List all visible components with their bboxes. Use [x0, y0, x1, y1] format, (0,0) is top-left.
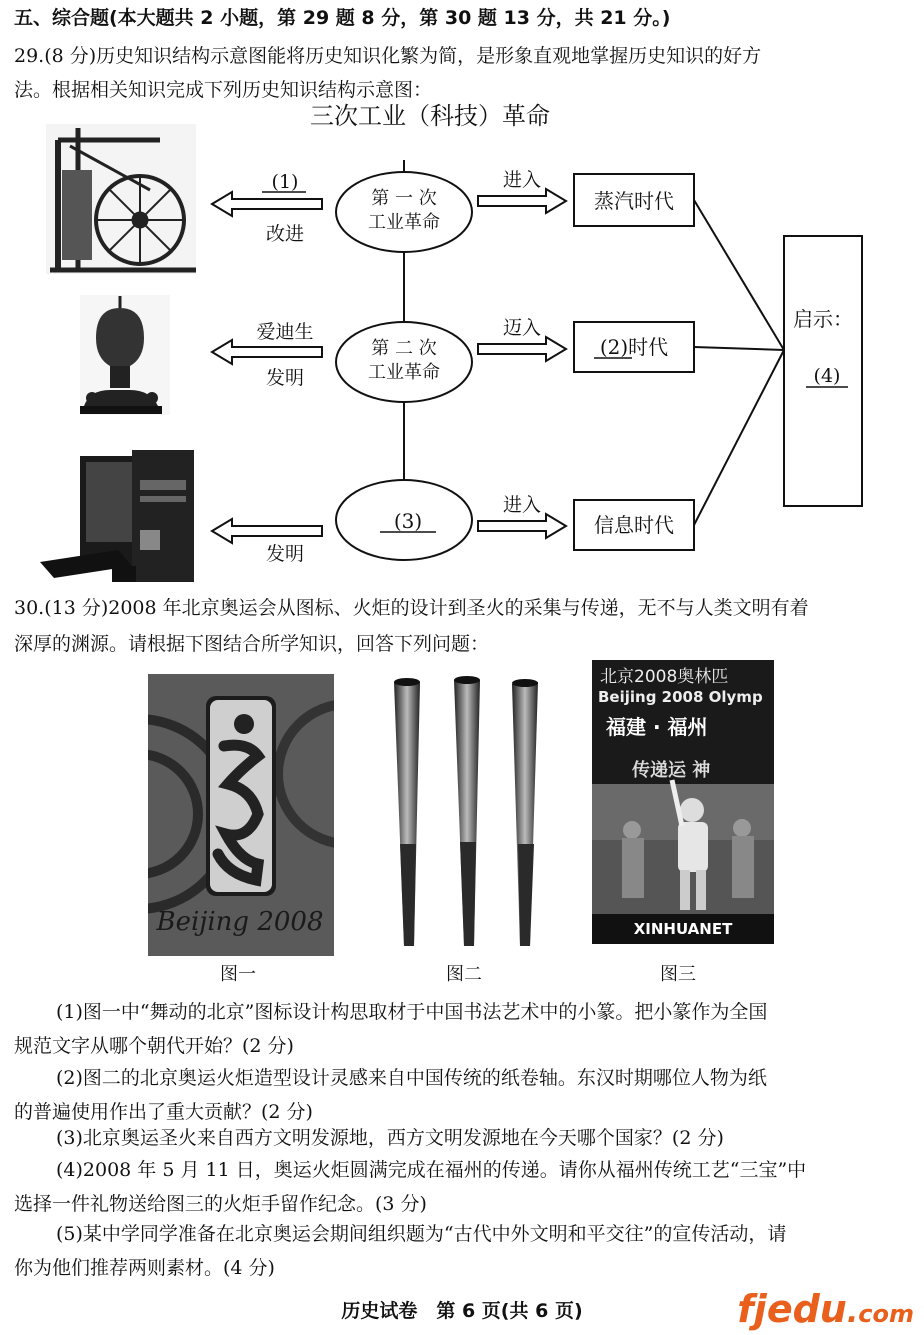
figure3-footer: XINHUANET	[633, 920, 733, 938]
section-heading: 五、综合题(本大题共 2 小题，第 29 题 8 分，第 30 题 13 分，共 21 分。)	[14, 7, 671, 29]
right-arrow2-label: 迈入	[502, 317, 542, 339]
torch-3	[512, 679, 538, 946]
figure2-svg	[380, 676, 550, 952]
q30-q4-line1: (4)2008 年 5 月 11 日，奥运火炬圆满完成在福州的传递。请你从福州传统工艺“三宝”中	[56, 1159, 807, 1181]
light-bulb-image	[80, 295, 170, 415]
insight-connectors	[694, 200, 784, 525]
q30-intro-line2: 深厚的渊源。请根据下图结合所学知识，回答下列问题：	[14, 633, 490, 655]
right-arrow-2	[478, 337, 566, 361]
figure1-text: Beijing 2008	[156, 907, 324, 937]
left-arrow3-bottom: 发明	[265, 543, 305, 565]
q29-intro-line1: 29.(8 分)历史知识结构示意图能将历史知识化繁为简，是形象直观地掌握历史知识的好方	[14, 45, 762, 67]
left-arrow1-bottom: 改进	[265, 223, 305, 245]
figure3-caption: 图三	[660, 964, 696, 985]
left-arrow1-top: (1)	[271, 171, 299, 193]
watermark-dot: .	[846, 1295, 859, 1330]
computer-image	[40, 450, 194, 582]
q30-q5-line1: (5)某中学同学准备在北京奥运会期间组织题为“古代中外文明和平交往”的宣传活动，请	[56, 1223, 787, 1245]
figure2-torches	[380, 676, 550, 952]
figure3-svg	[592, 660, 774, 944]
diagram-svg	[0, 100, 924, 600]
left-arrow-2	[212, 340, 322, 364]
torch-2	[454, 676, 480, 946]
rev2-top: 第 二 次	[371, 338, 437, 359]
rev2-bottom: 工业革命	[368, 362, 440, 383]
left-arrow2-bottom: 发明	[265, 367, 305, 389]
q30-q1-line1: (1)图一中“舞动的北京”图标设计构思取材于中国书法艺术中的小篆。把小篆作为全国	[56, 1001, 768, 1023]
figure1-caption: 图一	[220, 964, 256, 985]
right-arrow1-label: 进入	[502, 169, 542, 191]
watermark-brand: fjedu	[737, 1287, 847, 1331]
q30-q2-line2: 的普遍使用作出了重大贡献？(2 分)	[14, 1101, 313, 1123]
figure1-emblem	[148, 674, 334, 956]
q30-intro-line1: 30.(13 分)2008 年北京奥运会从图标、火炬的设计到圣火的采集与传递，无不与人类文明有着	[14, 597, 809, 619]
right-arrow3-label: 进入	[502, 494, 542, 516]
figure1-svg	[148, 674, 334, 956]
figure3-header-en: Beijing 2008 Olymp	[598, 688, 763, 706]
rev1-top: 第 一 次	[371, 188, 437, 209]
q30-q4-line2: 选择一件礼物送给图三的火炬手留作纪念。(3 分)	[14, 1193, 427, 1215]
rev1-bottom: 工业革命	[368, 212, 440, 233]
figure2-caption: 图二	[446, 964, 482, 985]
q30-q2-line1: (2)图二的北京奥运火炬造型设计灵感来自中国传统的纸卷轴。东汉时期哪位人物为纸	[56, 1067, 767, 1089]
watermark-suffix: com	[858, 1300, 914, 1328]
rev3-blank: (3)	[393, 509, 423, 533]
left-arrow-1	[212, 192, 322, 216]
figure3-sub: 传递运 神	[632, 760, 711, 781]
left-arrow2-top: 爱迪生	[256, 321, 314, 343]
page-footer: 历史试卷 第 6 页(共 6 页)	[341, 1300, 583, 1322]
right-arrows	[478, 189, 566, 538]
insight-label: 启示：	[793, 307, 853, 331]
torch-1	[394, 678, 420, 946]
era1-label: 蒸汽时代	[594, 189, 674, 213]
left-arrow-3	[212, 519, 322, 543]
q29-intro-line2: 法。根据相关知识完成下列历史知识结构示意图：	[14, 79, 433, 101]
figure3-header-cn: 北京2008奥林匹	[600, 667, 729, 687]
site-watermark-logo	[737, 1287, 914, 1331]
q30-q5-line2: 你为他们推荐两则素材。(4 分)	[14, 1257, 275, 1279]
figure3-title: 福建 · 福州	[606, 715, 708, 739]
figure3-photo	[592, 660, 774, 944]
era3-label: 信息时代	[594, 513, 674, 537]
right-arrow-1	[478, 189, 566, 213]
insight-blank: (4)	[813, 365, 841, 387]
q30-q1-line2: 规范文字从哪个朝代开始？(2 分)	[14, 1035, 294, 1057]
right-arrow-3	[478, 514, 566, 538]
steam-engine-image	[46, 124, 196, 274]
q30-q3: (3)北京奥运圣火来自西方文明发源地，西方文明发源地在今天哪个国家？(2 分)	[56, 1127, 724, 1149]
era2-label: (2)时代	[599, 335, 669, 359]
industrial-revolution-diagram	[0, 100, 924, 600]
diagram-title: 三次工业（科技）革命	[310, 102, 550, 130]
